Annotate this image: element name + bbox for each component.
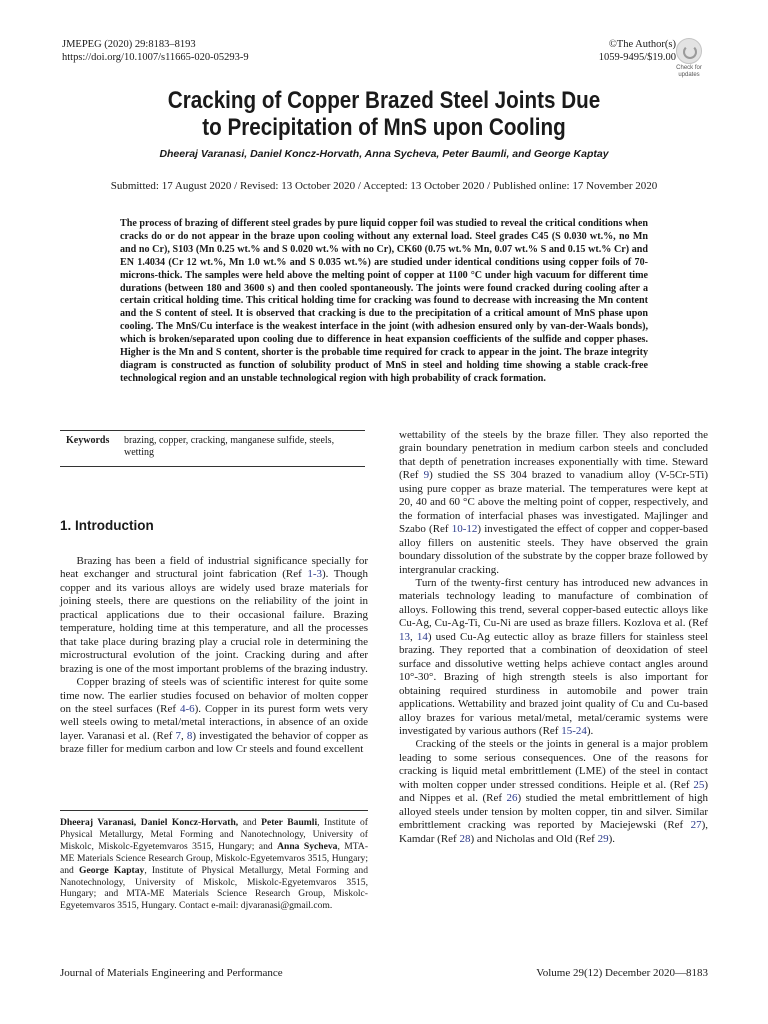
author-affiliations-footnote: Dheeraj Varanasi, Daniel Koncz-Horvath, and Peter Baumli, Institute of Physical Metallurgy, Metal Forming and Nanotechnology, University of Miskolc, Miskolc-Egyetemvaros 3515, Hungary; and Anna Sycheva, MTA-ME Materials Science Research Group, Miskolc-Egyetemvaros 3515, Hungary; and George Kaptay, Institute of Physical Metallurgy, Metal Forming and Nanotechnology, University of Miskolc, Miskolc-Egyetemvaros 3515, Hungary; and MTA-ME Materials Science Research Group, Miskolc-Egyetemvaros 3515, Hungary. Contact e-mail: djvaranasi@gmail.com. bbox=[60, 810, 368, 912]
reference-link[interactable]: 7 bbox=[175, 729, 181, 742]
reference-link[interactable]: 14 bbox=[416, 630, 428, 643]
reference-link[interactable]: 25 bbox=[693, 778, 705, 791]
reference-link[interactable]: 26 bbox=[506, 792, 518, 805]
intro-paragraph-3: Turn of the twenty-first century has introduced new advances in materials technology leading to manufacture of combination of alloys. Following this trend, several copper-based eutectic alloys like Cu-Ag, Cu-Ag-Ti, Cu-Ni are used as braze fillers. Kozlova et al. (Ref 13, 14) used Cu-Ag eutectic alloy as braze fillers for stainless steel brazing. They reported that a combination of deoxidation of steel surface and dissolutive wetting helps achieve contact angles around 10°-30°. Brazing of high strength steels is also important for obtaining required sturdiness in automobile and power train applications. Wettability and brazed joint quality of Cu and Cu-based alloy brazes for various metal/metal, metal/ceramic systems were investigated by various authors (Ref 15-24). bbox=[399, 576, 709, 737]
running-header-right bbox=[599, 38, 676, 64]
left-column bbox=[60, 555, 368, 757]
intro-paragraph-continued: wettability of the steels by the braze filler. They also reported the grain boundary penetration in medium carbon steels and concluded that depth of penetration increases exponentially with time. Steward (Ref 9) studied the SS 304 brazed to vanadium alloy (V-5Cr-5Ti) using pure copper as braze material. The temperatures were kept at 20, 40 and 60 °C above the melting point of copper, respectively, and the formation of interfacial phases was investigated. Majlinger and Szabo (Ref 10-12) investigated the effect of copper and copper-based alloy fillers on austenitic steels. They have observed the grain boundary dissolution of the substrate by the copper braze followed by intergranular cracking. bbox=[399, 429, 709, 576]
intro-paragraph-2: Copper brazing of steels was of scientific interest for quite some time now. The earlier studies focused on behavior of molten copper on the steel surfaces (Ref 4-6). Copper in its purest form wets very well steels owing to metal/metal interactions, in absence of an oxide layer. Varanasi et al. (Ref 7, 8) investigated the behavior of copper as braze filler for medium carbon and low Cr steels and found excellent bbox=[60, 676, 368, 756]
check-for-updates-label: Check for updates bbox=[676, 65, 702, 78]
title-line-1: Cracking of Copper Brazed Steel Joints Due bbox=[167, 87, 601, 114]
author-list: Dheeraj Varanasi, Daniel Koncz-Horvath, Anna Sycheva, Peter Baumli, and George Kaptay bbox=[159, 148, 609, 160]
reference-link[interactable]: 10-12 bbox=[451, 523, 478, 536]
journal-citation: JMEPEG (2020) 29:8183–8193 bbox=[62, 39, 196, 50]
running-header-left bbox=[62, 38, 249, 64]
author-name: Peter Baumli bbox=[261, 817, 318, 828]
reference-link[interactable]: 28 bbox=[459, 832, 471, 845]
abstract: The process of brazing of different steel grades by pure liquid copper foil was studied to reveal the critical conditions when cracks do or do not appear in the braze upon cooling without any external load. Steel grades C45 (S 0.030 wt.%, no Mn and no Cr), S103 (Mn 0.25 wt.% and S 0.020 wt.% with no Cr), CK60 (0.75 wt.% Mn, 0.07 wt.% S and 0.15 wt.% Cr) and EN 1.4034 (Cr 12 wt.%, Mn 1.0 wt.% and S 0.035 wt.%) are studied under identical conditions using copper foils of 70-microns-thick. The samples were held above the melting point of copper at 1100 °C under high vacuum for different time durations (between 180 and 3600 s) and then cooled spontaneously. The joints were found cracked during cooling after a certain critical holding time. This critical holding time for cracking was found to decrease with increasing the Mn content and the S content of steel. It is observed that cracking is due to the precipitation of a critical amount of MnS phase upon cooling. The MnS/Cu interface is the weakest interface in the joint (with adhesion ensured only by van-der-Waals bonds), which is broken/separated upon cooling due to difference in heat expansion coefficients of the sulfide and copper phases. Higher is the Mn and S content, shorter is the probable time required for crack to appear in the joint. The braze integrity diagram is constructed as function of solubility product of MnS in steel and holding time showing a stable crack-free technological region and an unstable technological region with high probability of crack formation. bbox=[120, 218, 648, 384]
reference-link[interactable]: 1-3 bbox=[307, 568, 322, 581]
article-title bbox=[105, 87, 662, 141]
keywords-text: brazing, copper, cracking, manganese sulfide, steels, wetting bbox=[124, 435, 335, 458]
reference-link[interactable]: 9 bbox=[423, 469, 430, 482]
reference-link[interactable]: 13 bbox=[399, 630, 410, 643]
author-name: George Kaptay bbox=[78, 864, 145, 876]
footer-volume-page: Volume 29(12) December 2020—8183 bbox=[536, 967, 708, 979]
doi-link[interactable]: https://doi.org/10.1007/s11665-020-05293-9 bbox=[62, 52, 249, 63]
intro-paragraph-1: Brazing has been a field of industrial significance specially for heat exchanger and structural joint fabrication (Ref 1-3). Though copper and its various alloys are widely used braze materials for joining steels, there are questions on the reliability of the joint in practical applications due to their occasional failure. Brazing temperature, holding time at this temperature, and all the processes that take place during brazing play a crucial role in determining the microstructural evolution of the joint. Cracking during and after brazing is one of the most important problems of the brazing industry. bbox=[60, 555, 368, 675]
reference-link[interactable]: 15-24 bbox=[561, 724, 587, 737]
publication-dates: Submitted: 17 August 2020 / Revised: 13 October 2020 / Accepted: 13 October 2020 / Published online: 17 November 2020 bbox=[110, 180, 658, 192]
keywords-label: Keywords bbox=[66, 435, 110, 446]
section-heading-introduction: 1. Introduction bbox=[60, 518, 154, 533]
title-line-2: to Precipitation of MnS upon Cooling bbox=[202, 114, 566, 141]
copyright-notice: ©The Author(s) bbox=[608, 39, 676, 50]
reference-link[interactable]: 4-6 bbox=[179, 702, 195, 715]
footer-journal-name: Journal of Materials Engineering and Performance bbox=[60, 967, 283, 979]
reference-link[interactable]: 8 bbox=[186, 729, 193, 742]
reference-link[interactable]: 29 bbox=[597, 832, 609, 845]
keywords-box bbox=[60, 430, 365, 467]
author-names: Dheeraj Varanasi, Daniel Koncz-Horvath, bbox=[60, 817, 239, 828]
check-for-updates-badge[interactable] bbox=[673, 38, 705, 78]
check-for-updates-icon bbox=[676, 38, 702, 64]
issn-price: 1059-9495/$19.00 bbox=[598, 52, 676, 63]
author-name: Anna Sycheva bbox=[277, 840, 338, 852]
intro-paragraph-4: Cracking of the steels or the joints in general is a major problem leading to some serious consequences. One of the reasons for cracking is liquid metal embrittlement (LME) of the steel in contact with molten copper under stressed conditions. Heiple et al. (Ref 25) and Nippes et al. (Ref 26) studied the metal embrittlement of high alloyed steels under tension by molten copper, tin and silver. Similar embrittlement cracking was reported by Maciejewski (Ref 27), Kamdar (Ref 28) and Nicholas and Old (Ref 29). bbox=[399, 738, 709, 845]
reference-link[interactable]: 27 bbox=[690, 819, 702, 832]
right-column bbox=[399, 429, 708, 846]
